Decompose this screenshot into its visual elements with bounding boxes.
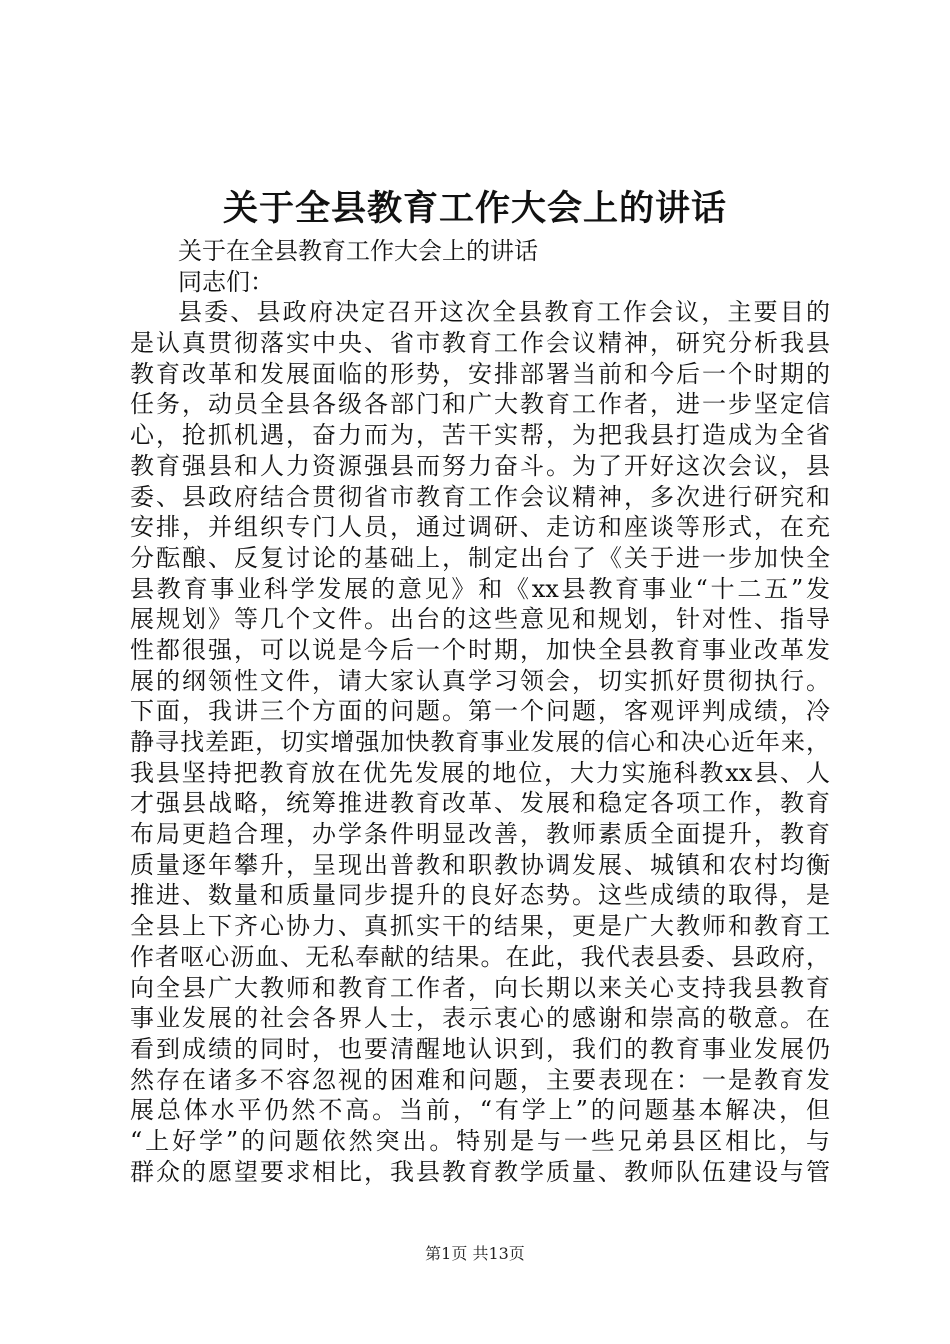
text-line: 作者呕心沥血、无私奉献的结果。在此，我代表县委、县政府，: [130, 942, 830, 971]
page-number-footer: 第1页 共13页: [425, 1244, 525, 1263]
text-line: 才强县战略，统筹推进教育改革、发展和稳定各项工作，教育: [130, 789, 830, 818]
text-line: 向全县广大教师和教育工作者，向长期以来关心支持我县教育: [130, 973, 830, 1002]
text-line: 布局更趋合理，办学条件明显改善，教师素质全面提升，教育: [130, 820, 830, 849]
text-line: 县委、县政府决定召开这次全县教育工作会议，主要目的: [178, 298, 830, 327]
text-line: 同志们：: [178, 267, 274, 296]
text-line: 全县上下齐心协力、真抓实干的结果，更是广大教师和教育工: [130, 912, 830, 941]
document-body: [130, 236, 830, 1187]
text-line: 质量逐年攀升，呈现出普教和职教协调发展、城镇和农村均衡: [130, 850, 830, 879]
text-line: 是认真贯彻落实中央、省市教育工作会议精神，研究分析我县: [130, 329, 830, 358]
text-line: 看到成绩的同时，也要清醒地认识到，我们的教育事业发展仍: [130, 1034, 830, 1063]
text-line: 然存在诸多不容忽视的困难和问题，主要表现在：一是教育发: [130, 1065, 830, 1094]
text-line: 群众的愿望要求相比，我县教育教学质量、教师队伍建设与管: [130, 1157, 830, 1186]
text-line: 静寻找差距，切实增强加快教育事业发展的信心和决心近年来，: [130, 728, 830, 756]
text-line: 性都很强，可以说是今后一个时期，加快全县教育事业改革发: [130, 635, 830, 664]
text-line: 任务，动员全县各级各部门和广大教育工作者，进一步坚定信: [130, 390, 830, 419]
text-line: 县教育事业科学发展的意见》和《xx县教育事业“十二五”发: [130, 574, 830, 603]
text-line: 委、县政府结合贯彻省市教育工作会议精神，多次进行研究和: [130, 482, 830, 511]
text-line: 安排，并组织专门人员，通过调研、走访和座谈等形式，在充: [130, 513, 830, 542]
text-line: 我县坚持把教育放在优先发展的地位，大力实施科教xx县、人: [130, 758, 830, 787]
text-line: 分酝酿、反复讨论的基础上，制定出台了《关于进一步加快全: [130, 543, 830, 572]
text-line: 推进、数量和质量同步提升的良好态势。这些成绩的取得，是: [130, 881, 830, 910]
text-line: 事业发展的社会各界人士，表示衷心的感谢和崇高的敬意。在: [130, 1004, 830, 1033]
text-line: 展的纲领性文件，请大家认真学习领会，切实抓好贯彻执行。: [130, 666, 830, 695]
text-line: 教育强县和人力资源强县而努力奋斗。为了开好这次会议，县: [130, 451, 830, 480]
text-line: 心，抢抓机遇，奋力而为，苦干实帮，为把我县打造成为全省: [130, 421, 830, 450]
text-line: “上好学”的问题依然突出。特别是与一些兄弟县区相比，与: [130, 1126, 830, 1155]
text-line: 下面，我讲三个方面的问题。第一个问题，客观评判成绩，冷: [130, 697, 830, 726]
document-title: 关于全县教育工作大会上的讲话: [222, 188, 727, 229]
text-line: 展规划》等几个文件。出台的这些意见和规划，针对性、指导: [130, 605, 830, 634]
text-line: 关于在全县教育工作大会上的讲话: [178, 237, 538, 265]
text-line: 教育改革和发展面临的形势，安排部署当前和今后一个时期的: [130, 359, 830, 388]
text-line: 展总体水平仍然不高。当前，“有学上”的问题基本解决，但: [130, 1096, 830, 1125]
